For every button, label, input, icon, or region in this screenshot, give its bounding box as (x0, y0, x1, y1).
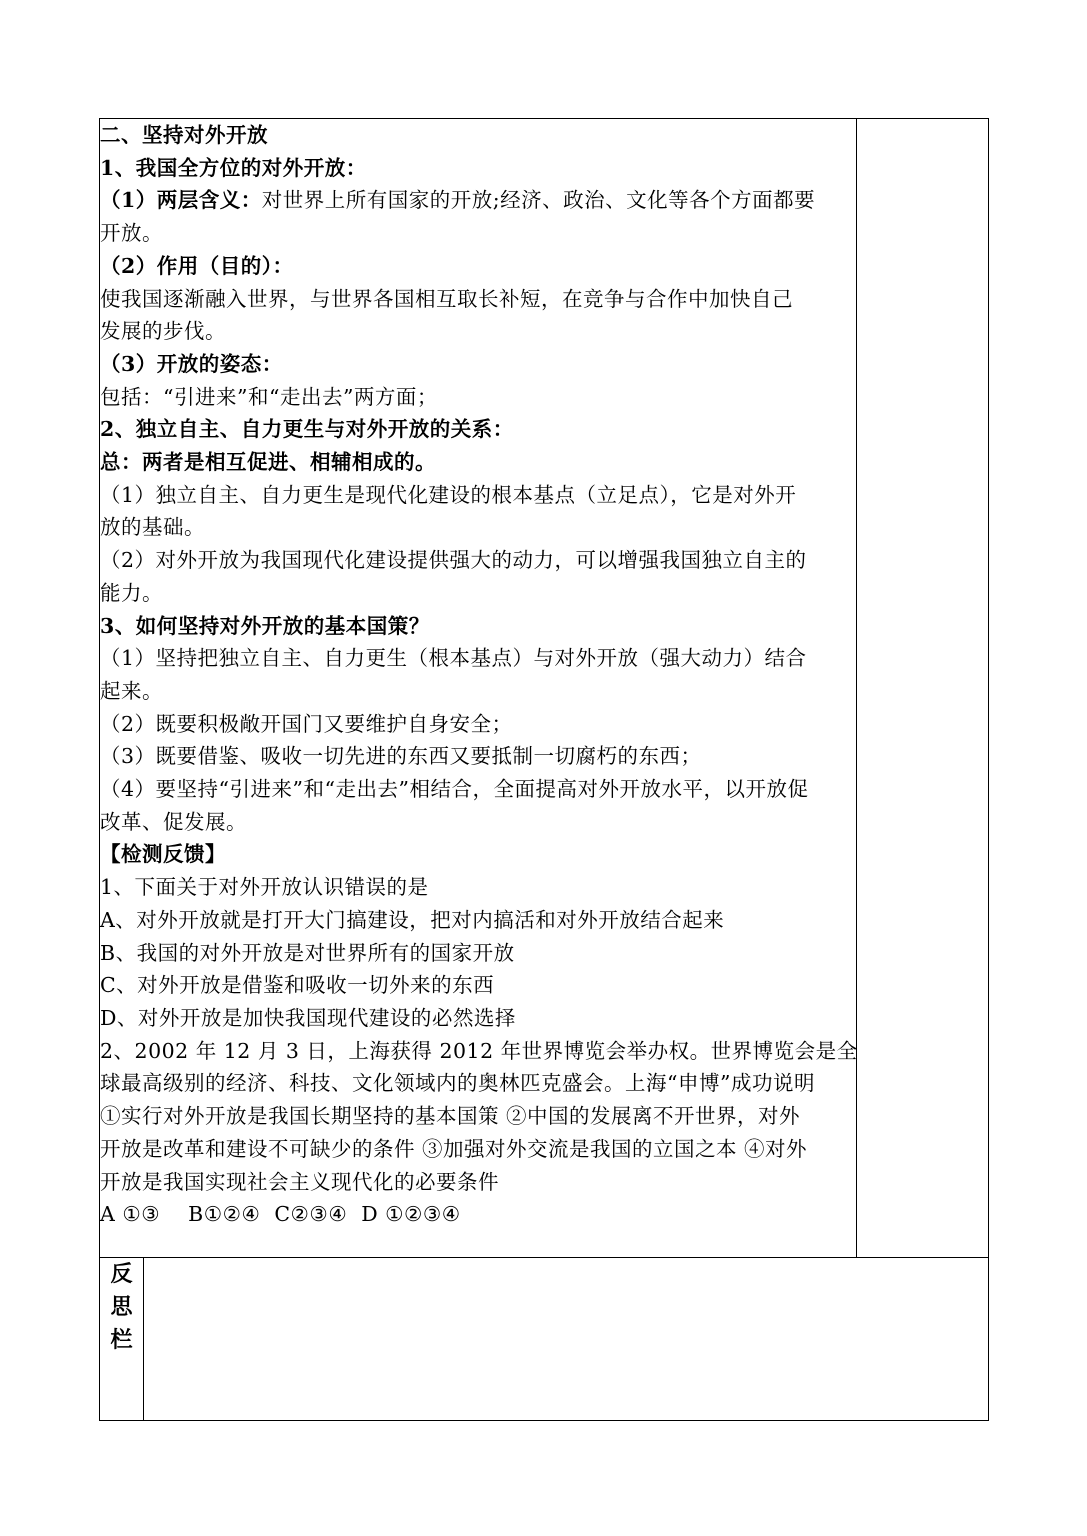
q1-p2-label: （2）作用（目的）： (100, 253, 294, 278)
worksheet-page (99, 118, 988, 1421)
reflection-label-char-3: 栏 (110, 1327, 133, 1353)
main-content-cell (100, 119, 857, 1258)
question1-option-a: A、对外开放就是打开大门搞建设，把对内搞活和对外开放结合起来 (100, 907, 725, 932)
q2-p2: （2）对外开放为我国现代化建设提供强大的动力，可以增强我国独立自主的 (100, 548, 807, 573)
question1-option-d: D、对外开放是加快我国现代建设的必然选择 (100, 1005, 516, 1030)
q1-p1-cont: 开放。 (100, 221, 163, 246)
q3-p4: （4）要坚持“引进来”和“走出去”相结合，全面提高对外开放水平，以开放促 (100, 777, 809, 802)
question2-line5: 开放是我国实现社会主义现代化的必要条件 (100, 1169, 499, 1194)
q1-p1 (100, 184, 856, 217)
q3-title: 3、如何坚持对外开放的基本国策？ (100, 613, 430, 638)
q2-p2-cont: 能力。 (100, 580, 163, 605)
reflection-label-cell (100, 1258, 144, 1421)
q1-p2-text: 使我国逐渐融入世界，与世界各国相互取长补短，在竞争与合作中加快自己 (100, 286, 793, 311)
q2-summary: 总：两者是相互促进、相辅相成的。 (100, 450, 436, 475)
reflection-row (100, 1258, 989, 1421)
content-row (100, 119, 989, 1258)
question1-option-c: C、对外开放是借鉴和吸收一切外来的东西 (100, 973, 495, 998)
q1-p1-label: （1）两层含义： (100, 188, 262, 213)
q2-p1-cont: 放的基础。 (100, 515, 205, 540)
reflection-label-char-1: 反 (110, 1261, 133, 1287)
question2-line4: 开放是改革和建设不可缺少的条件 ③加强对外交流是我国的立国之本 ④对外 (100, 1136, 808, 1161)
question2-line2: 球最高级别的经济、科技、文化领域内的奥林匹克盛会。上海“申博”成功说明 (100, 1071, 815, 1096)
reflection-writing-area[interactable] (144, 1258, 989, 1421)
q1-title: 1、我国全方位的对外开放： (100, 155, 367, 180)
q3-p2: （2）既要积极敞开国门又要维护自身安全； (100, 711, 513, 736)
q1-p3-text: 包括：“引进来”和“走出去”两方面； (100, 384, 438, 409)
feedback-heading: 【检测反馈】 (100, 842, 226, 867)
notes-column-cell (857, 119, 989, 1258)
q3-p1-cont: 起来。 (100, 678, 163, 703)
q2-title: 2、独立自主、自力更生与对外开放的关系： (100, 417, 514, 442)
q3-p3: （3）既要借鉴、吸收一切先进的东西又要抵制一切腐朽的东西； (100, 744, 702, 769)
q1-p1-text: 对世界上所有国家的开放;经济、政治、文化等各个方面都要 (261, 188, 816, 213)
q2-p1: （1）独立自主、自力更生是现代化建设的根本基点（立足点），它是对外开 (100, 482, 797, 507)
question2-choices: A ①③ B①②④ C②③④ D ①②③④ (100, 1202, 461, 1227)
q1-p2-cont: 发展的步伐。 (100, 319, 226, 344)
q3-p1: （1）坚持把独立自主、自力更生（根本基点）与对外开放（强大动力）结合 (100, 646, 807, 671)
worksheet-table (99, 118, 989, 1421)
q1-p3-label: （3）开放的姿态： (100, 351, 283, 376)
question1-option-b: B、我国的对外开放是对世界所有的国家开放 (100, 940, 515, 965)
question2-line1: 2、2002 年 12 月 3 日，上海获得 2012 年世界博览会举办权。世界博览会是全 (100, 1038, 858, 1063)
question1-stem: 1、下面关于对外开放认识错误的是 (100, 875, 429, 900)
section-heading: 二、坚持对外开放 (100, 123, 268, 147)
question2-line3: ①实行对外开放是我国长期坚持的基本国策 ②中国的发展离不开世界，对外 (100, 1104, 801, 1129)
reflection-label-char-2: 思 (110, 1294, 133, 1320)
q3-p4-cont: 改革、促发展。 (100, 809, 247, 834)
